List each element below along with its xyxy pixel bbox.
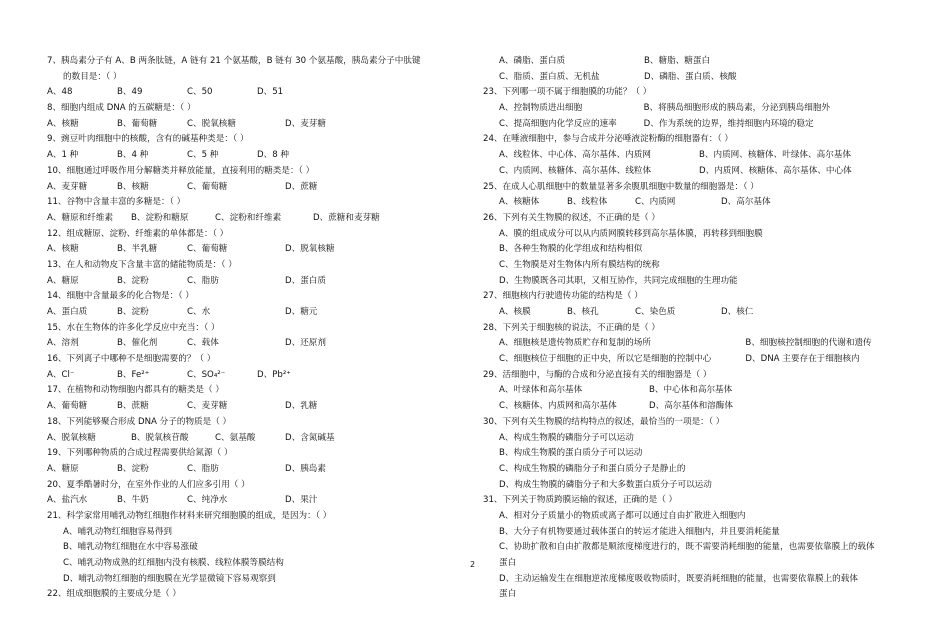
option-row	[47, 211, 465, 227]
option-row	[483, 117, 913, 133]
answer-option: B、半乳糖	[117, 244, 158, 255]
answer-option: A、核糖体	[499, 197, 540, 208]
option-row	[483, 195, 913, 211]
option-row	[47, 368, 465, 384]
answer-option: C、内质网	[635, 197, 676, 208]
right-column	[483, 54, 913, 603]
question-line: 蛋白	[499, 589, 517, 600]
answer-option: A、溶剂	[47, 338, 79, 349]
answer-option: C、麦芽糖	[187, 401, 228, 412]
question-line: 27、细胞核内行驶遗传功能的结构是（ ）	[483, 291, 643, 302]
answer-option: A、核糖	[47, 244, 79, 255]
option-row	[483, 399, 913, 415]
answer-option: A、脱氧核糖	[47, 432, 96, 443]
answer-option: B、催化剂	[117, 338, 158, 349]
answer-option: C、内质网、核糖体、高尔基体、线粒体	[499, 165, 652, 176]
option-row	[47, 399, 465, 415]
answer-option: A、Cl⁻	[47, 369, 75, 380]
question-line: 15、水在生物体的许多化学反应中充当：（ ）	[47, 322, 220, 333]
option-row	[47, 117, 465, 133]
question-line: D、哺乳动物红细胞的细胞膜在光学显微镜下容易观察到	[63, 573, 276, 584]
question-line: 7、胰岛素分子有 A、B 两条肽链，A 链有 21 个氨基酸，B 链有 30 个氨基酸，胰岛素分子中肽键	[47, 56, 421, 66]
answer-option: A、线粒体、中心体、高尔基体、内质网	[499, 150, 651, 161]
question-line: B、构成生物膜的蛋白质分子可以运动	[499, 448, 643, 459]
answer-option: B、淀粉	[117, 275, 149, 286]
answer-option: A、核膜	[499, 307, 531, 317]
question-line: 31、下列关于物质跨膜运输的叙述，正确的是（ ）	[483, 495, 678, 506]
answer-option: B、淀粉	[117, 307, 149, 317]
answer-option: D、蔗糖和麦芽糖	[313, 212, 380, 223]
answer-option: A、控制物质进出细胞	[499, 103, 583, 114]
question-line: 9、豌豆叶肉细胞中的核酸，含有的碱基种类是：（ ）	[47, 134, 249, 145]
question-line: 蛋白	[499, 558, 517, 568]
question-line: 26、下列有关生物膜的叙述，不正确的是（ ）	[483, 212, 660, 223]
answer-option: B、内质网、核糖体、叶绿体、高尔基体	[699, 150, 851, 161]
answer-option: D、磷脂、蛋白质、核酸	[644, 71, 737, 82]
question-line: D、主动运输发生在细胞逆浓度梯度吸收物质时，既要消耗细胞的能量，也需要依靠膜上的载体	[499, 573, 858, 584]
question-line: 12、组成糖原、淀粉、纤维素的单体都是：（ ）	[47, 228, 229, 239]
question-line: 的数目是：（ ）	[63, 71, 122, 82]
question-line: A、哺乳动物红细胞容易得到	[63, 526, 173, 537]
question-line: 29、活细胞中，与酶的合成和分泌直接有关的细胞器是（ ）	[483, 369, 712, 380]
answer-option: A、糖原和纤维素	[47, 212, 114, 223]
answer-option: B、线粒体	[567, 197, 608, 208]
option-row	[47, 148, 465, 164]
question-line: A、构成生物膜的磷脂分子可以运动	[499, 432, 634, 443]
answer-option: D、糖元	[285, 307, 318, 317]
answer-option: D、蛋白质	[285, 275, 326, 286]
answer-option: B、Fe²⁺	[117, 369, 150, 380]
answer-option: B、核糖	[117, 181, 149, 192]
option-row	[47, 305, 465, 321]
option-row	[47, 242, 465, 258]
answer-option: D、51	[257, 87, 284, 98]
answer-option: D、高尔基体和溶酶体	[649, 401, 733, 412]
answer-option: C、细胞核位于细胞的正中央，所以它是细胞的控制中心	[499, 354, 712, 365]
answer-option: D、还原剂	[285, 338, 326, 349]
answer-option: B、细胞核控制细胞的代谢和遗传	[745, 338, 872, 349]
option-row	[483, 164, 913, 180]
answer-option: D、含氮碱基	[285, 432, 335, 443]
answer-option: D、胰岛素	[285, 463, 326, 474]
answer-option: D、核仁	[721, 307, 754, 317]
answer-option: D、脱氧核糖	[285, 244, 335, 255]
answer-option: D、DNA 主要存在于细胞核内	[745, 354, 860, 365]
question-line: 13、在人和动物皮下含量丰富的储能物质是：（ ）	[47, 259, 237, 270]
answer-option: A、磷脂、蛋白质	[499, 56, 566, 66]
question-line: B、大分子有机物要通过载体蛋白的转运才能进入细胞内，并且要消耗能量	[499, 526, 780, 537]
question-line: 19、下列哪种物质的合成过程需要供给氮源（ ）	[47, 448, 233, 459]
answer-option: C、SO₄²⁻	[187, 369, 226, 380]
answer-option: B、蔗糖	[117, 401, 149, 412]
answer-option: C、纯净水	[187, 495, 228, 506]
question-line: 14、细胞中含量最多的化合物是：（ ）	[47, 291, 194, 302]
answer-option: C、染色质	[635, 307, 676, 317]
question-line: 11、谷物中含量丰富的多糖是：（ ）	[47, 197, 186, 208]
answer-option: A、糖原	[47, 463, 79, 474]
answer-option: B、核孔	[567, 307, 599, 317]
option-row	[47, 180, 465, 196]
question-line: C、协助扩散和自由扩散都是顺浓度梯度进行的，既不需要消耗细胞的能量，也需要依靠膜上的载体	[499, 542, 875, 553]
option-row	[483, 336, 913, 352]
answer-option: D、高尔基体	[721, 197, 771, 208]
option-row	[47, 462, 465, 478]
option-row	[47, 336, 465, 352]
option-row	[483, 101, 913, 117]
answer-option: D、内质网、核糖体、高尔基体、中心体	[699, 165, 852, 176]
answer-option: C、50	[187, 87, 213, 98]
answer-option: B、将胰岛细胞形成的胰岛素，分泌到胰岛细胞外	[643, 103, 831, 114]
option-row	[483, 70, 913, 86]
answer-option: D、果汁	[285, 495, 318, 506]
question-line: 25、在成人心肌细胞中的数量显著多余腹肌细胞中数量的细胞器是：（ ）	[483, 181, 759, 192]
option-row	[47, 493, 465, 509]
left-column	[47, 54, 465, 603]
answer-option: B、中心体和高尔基体	[649, 385, 733, 396]
option-row	[483, 383, 913, 399]
answer-option: C、提高细胞内化学反应的速率	[499, 118, 617, 129]
option-row	[483, 352, 913, 368]
answer-option: B、牛奶	[117, 495, 149, 506]
answer-option: D、作为系统的边界，维持细胞内环境的稳定	[643, 118, 814, 129]
answer-option: A、叶绿体和高尔基体	[499, 385, 583, 396]
answer-option: B、4 种	[117, 150, 149, 161]
option-row	[483, 148, 913, 164]
answer-option: C、脂肪	[187, 275, 219, 286]
question-line: 24、在唾液细胞中，参与合成并分泌唾液淀粉酶的细胞器有：（ ）	[483, 134, 733, 145]
question-line: A、相对分子质量小的物质或离子都可以通过自由扩散进入细胞内	[499, 510, 746, 521]
answer-option: C、脂质、蛋白质、无机盐	[499, 71, 600, 82]
answer-option: A、葡萄糖	[47, 401, 88, 412]
answer-option: D、8 种	[257, 150, 290, 161]
answer-option: D、蔗糖	[285, 181, 318, 192]
answer-option: C、葡萄糖	[187, 181, 228, 192]
answer-option: B、糖脂、糖蛋白	[644, 56, 711, 66]
answer-option: B、淀粉和糖原	[131, 212, 189, 223]
option-row	[47, 431, 465, 447]
question-line: 18、下列能够聚合形成 DNA 分子的物质是（ ）	[47, 416, 232, 427]
question-line: 17、在植物和动物细胞内都具有的糖类是（ ）	[47, 385, 224, 396]
question-line: 30、下列有关生物膜的结构特点的叙述，最恰当的一项是：（ ）	[483, 416, 725, 427]
question-line: A、膜的组成成分可以从内质网膜转移到高尔基体膜，再转移到细胞膜	[499, 228, 763, 239]
answer-option: A、糖原	[47, 275, 79, 286]
answer-option: A、核糖	[47, 118, 79, 129]
question-line: 10、细胞通过呼吸作用分解糖类并释放能量，直接利用的糖类是：（ ）	[47, 165, 315, 176]
answer-option: B、49	[117, 87, 143, 98]
answer-option: C、核糖体、内质网和高尔基体	[499, 401, 617, 412]
question-line: C、构成生物膜的磷脂分子和蛋白质分子是静止的	[499, 463, 686, 474]
question-line: D、生物膜既各司其职，又相互协作，共同完成细胞的生理功能	[499, 275, 738, 286]
question-line: 20、夏季酷暑时分，在室外作业的人们应多引用（ ）	[47, 479, 250, 490]
answer-option: C、氨基酸	[215, 432, 256, 443]
answer-option: A、48	[47, 87, 73, 98]
answer-option: B、葡萄糖	[117, 118, 158, 129]
question-line: D、构成生物膜的磷脂分子和大多数蛋白质分子可以运动	[499, 479, 712, 490]
question-line: B、哺乳动物红细胞在水中容易涨破	[63, 542, 198, 553]
answer-option: C、淀粉和纤维素	[215, 212, 282, 223]
question-line: 21、科学家常用哺乳动物红细胞作材料来研究细胞膜的组成，是因为：（ ）	[47, 510, 332, 521]
answer-option: D、Pb²⁺	[257, 369, 291, 380]
option-row	[47, 274, 465, 290]
option-row	[47, 85, 465, 101]
answer-option: B、脱氧核苷酸	[131, 432, 189, 443]
answer-option: A、1 种	[47, 150, 79, 161]
question-line: 28、下列关于细胞核的说法，不正确的是（ ）	[483, 322, 660, 333]
question-line: 22、组成细胞膜的主要成分是（ ）	[47, 589, 181, 600]
question-line: 16、下列离子中哪种不是细胞需要的？（ ）	[47, 354, 216, 365]
answer-option: C、葡萄糖	[187, 244, 228, 255]
question-line: C、哺乳动物成熟的红细胞内没有核膜、线粒体膜等膜结构	[63, 558, 284, 568]
answer-option: C、5 种	[187, 150, 219, 161]
answer-option: A、细胞核是遗传物质贮存和复制的场所	[499, 338, 651, 349]
answer-option: D、乳糖	[285, 401, 318, 412]
answer-option: D、麦芽糖	[285, 118, 326, 129]
page-number: 2	[470, 560, 476, 569]
answer-option: C、载体	[187, 338, 219, 349]
answer-option: A、麦芽糖	[47, 181, 88, 192]
answer-option: C、水	[187, 307, 211, 317]
question-line: C、生物膜是对生物体内所有膜结构的统称	[499, 259, 660, 270]
question-line: B、各种生物膜的化学组成和结构相似	[499, 244, 643, 255]
question-line: 23、下列哪一项不属于细胞膜的功能？（ ）	[483, 87, 652, 98]
answer-option: C、脱氧核糖	[187, 118, 236, 129]
option-row	[483, 54, 913, 70]
option-row	[483, 305, 913, 321]
answer-option: C、脂肪	[187, 463, 219, 474]
answer-option: A、蛋白质	[47, 307, 88, 317]
answer-option: B、淀粉	[117, 463, 149, 474]
question-line: 8、细胞内组成 DNA 的五碳糖是：（ ）	[47, 103, 196, 114]
answer-option: A、盐汽水	[47, 495, 88, 506]
